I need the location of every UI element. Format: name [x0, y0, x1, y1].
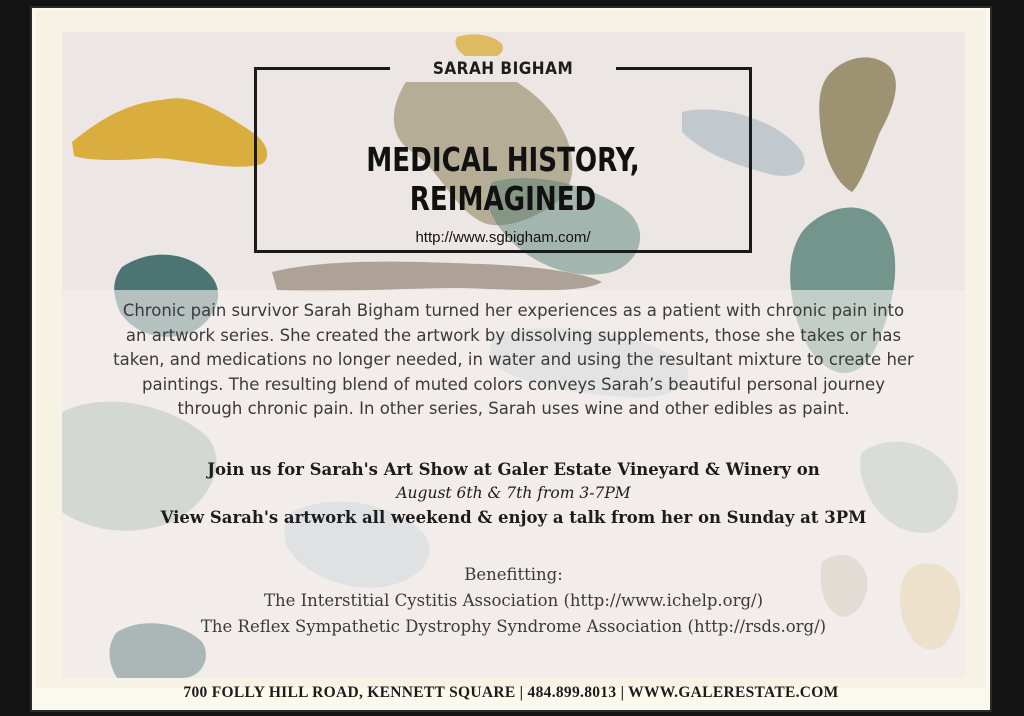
venue-footer: 700 FOLLY HILL ROAD, KENNETT SQUARE | 484.899.8013 | WWW.GALERESTATE.COM — [183, 684, 839, 701]
description-line: paintings. The resulting blend of muted colors conveys Sarah’s beautiful personal journey — [142, 374, 885, 394]
description-line: an artwork series. She created the artwork by dissolving supplements, those she takes or has — [125, 325, 902, 345]
artist-name: SARAH BIGHAM — [390, 56, 616, 82]
artist-website-link[interactable]: http://www.sgbigham.com/ — [415, 229, 591, 246]
description-line: Chronic pain survivor Sarah Bigham turned her experiences as a patient with chronic pain into — [122, 301, 905, 320]
description-line: through chronic pain. In other series, Sarah uses wine and other edibles as paint. — [177, 399, 850, 418]
benefit-heading: Benefitting: — [464, 565, 563, 584]
exhibit-title: MEDICAL HISTORY, REIMAGINED — [366, 140, 640, 218]
benefit-org-ica: The Interstitial Cystitis Association (http://www.ichelp.org/) — [263, 591, 764, 610]
description-line: taken, and medications no longer needed, in water and using the resultant mixture to create her — [113, 350, 914, 369]
olive-blot-right-top — [819, 57, 896, 192]
event-details — [62, 458, 965, 531]
event-talk: View Sarah's artwork all weekend & enjoy a talk from her on Sunday at 3PM — [160, 508, 867, 527]
artist-description — [62, 299, 965, 422]
event-invite: Join us for Sarah's Art Show at Galer Estate Vineyard & Winery on — [207, 460, 820, 479]
ochre-blot — [72, 98, 267, 167]
event-dates: August 6th & 7th from 3-7PM — [396, 484, 631, 502]
benefit-section — [62, 562, 965, 640]
benefit-org-rsds: The Reflex Sympathetic Dystrophy Syndrome Association (http://rsds.org/) — [200, 617, 827, 636]
